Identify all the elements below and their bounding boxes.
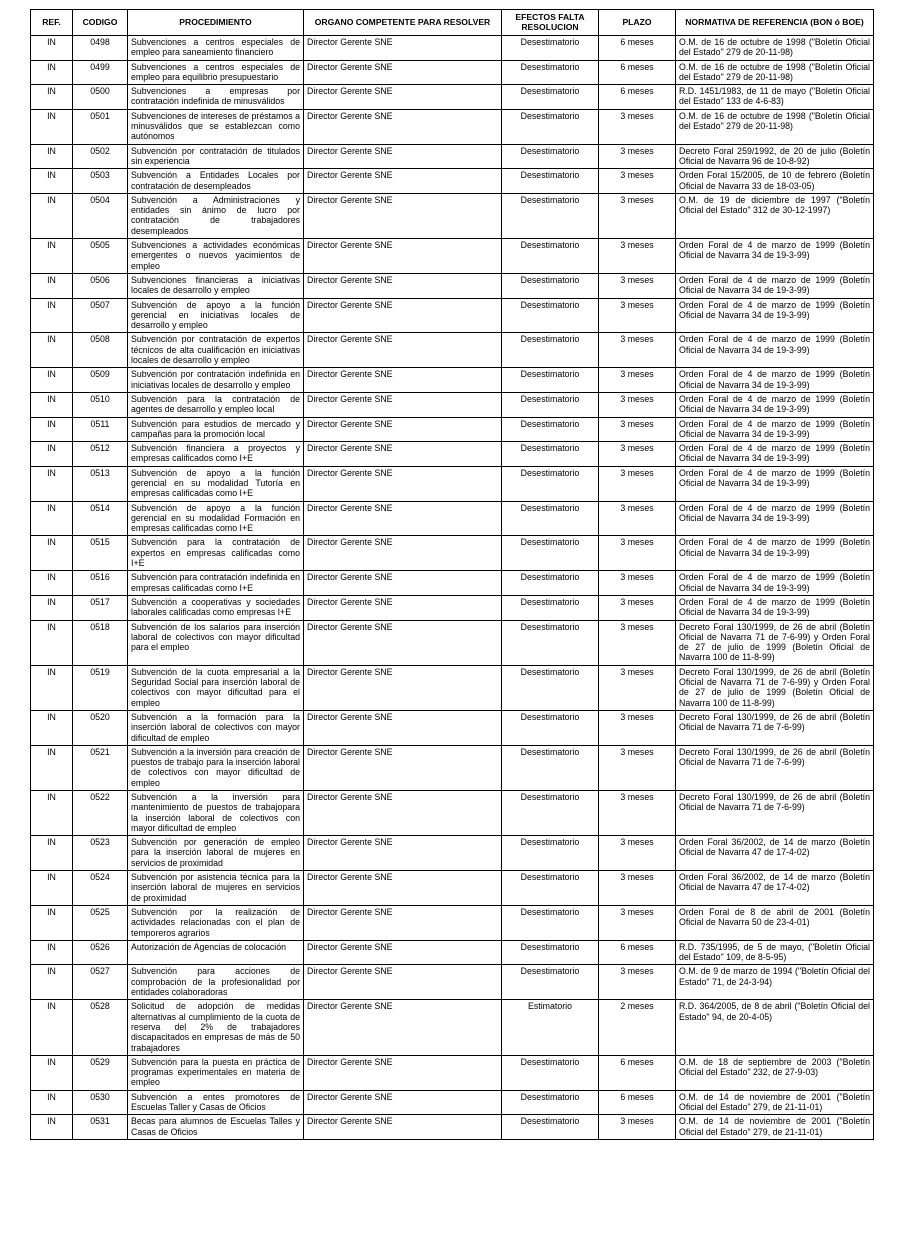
code-cell: 0529 xyxy=(73,1055,128,1090)
regulation-cell: Orden Foral de 4 de marzo de 1999 (Boletín Oficial de Navarra 34 de 19-3-99) xyxy=(676,368,874,393)
effects-cell: Desestimatorio xyxy=(502,239,599,274)
ref-cell: IN xyxy=(31,193,73,238)
effects-cell: Desestimatorio xyxy=(502,60,599,85)
term-cell: 3 meses xyxy=(599,144,676,169)
header-efectos: EFECTOS FALTA RESOLUCION xyxy=(502,10,599,36)
procedure-cell: Subvención para estudios de mercado y campañas para la promoción local xyxy=(128,417,304,442)
procedure-cell: Subvenciones a empresas por contratación indefinida de minusválidos xyxy=(128,85,304,110)
regulation-cell: Decreto Foral 130/1999, de 26 de abril (Boletín Oficial de Navarra 71 de 7-6-99) y Orden Foral de 27 de julio de 1999 (Boletín Oficial de Navarra 100 de 11-8-99) xyxy=(676,665,874,710)
term-cell: 6 meses xyxy=(599,60,676,85)
ref-cell: IN xyxy=(31,1055,73,1090)
regulation-cell: Orden Foral de 4 de marzo de 1999 (Boletín Oficial de Navarra 34 de 19-3-99) xyxy=(676,595,874,620)
ref-cell: IN xyxy=(31,333,73,368)
regulation-cell: Decreto Foral 130/1999, de 26 de abril (Boletín Oficial de Navarra 71 de 7-6-99) y Orden Foral de 27 de julio de 1999 (Boletín Oficial de Navarra 100 de 11-8-99) xyxy=(676,620,874,665)
code-cell: 0503 xyxy=(73,169,128,194)
code-cell: 0525 xyxy=(73,905,128,940)
ref-cell: IN xyxy=(31,144,73,169)
regulation-cell: Orden Foral 36/2002, de 14 de marzo (Boletín Oficial de Navarra 47 de 17-4-02) xyxy=(676,836,874,871)
code-cell: 0520 xyxy=(73,710,128,745)
term-cell: 3 meses xyxy=(599,109,676,144)
procedure-cell: Subvención de la cuota empresarial a la Seguridad Social para inserción laboral de colectivos con mayor dificultad para el empleo xyxy=(128,665,304,710)
code-cell: 0521 xyxy=(73,745,128,790)
table-row xyxy=(31,710,874,745)
code-cell: 0505 xyxy=(73,239,128,274)
organ-cell: Director Gerente SNE xyxy=(304,109,502,144)
ref-cell: IN xyxy=(31,85,73,110)
header-organo: ORGANO COMPETENTE PARA RESOLVER xyxy=(304,10,502,36)
procedures-table xyxy=(30,9,874,1140)
term-cell: 3 meses xyxy=(599,169,676,194)
ref-cell: IN xyxy=(31,417,73,442)
procedure-cell: Subvención a Entidades Locales por contratación de desempleados xyxy=(128,169,304,194)
ref-cell: IN xyxy=(31,273,73,298)
organ-cell: Director Gerente SNE xyxy=(304,392,502,417)
effects-cell: Desestimatorio xyxy=(502,298,599,333)
table-row xyxy=(31,501,874,536)
procedure-cell: Subvenciones financieras a iniciativas locales de desarrollo y empleo xyxy=(128,273,304,298)
regulation-cell: Orden Foral de 4 de marzo de 1999 (Boletín Oficial de Navarra 34 de 19-3-99) xyxy=(676,466,874,501)
effects-cell: Desestimatorio xyxy=(502,193,599,238)
term-cell: 3 meses xyxy=(599,193,676,238)
code-cell: 0530 xyxy=(73,1090,128,1115)
term-cell: 3 meses xyxy=(599,710,676,745)
organ-cell: Director Gerente SNE xyxy=(304,273,502,298)
effects-cell: Desestimatorio xyxy=(502,85,599,110)
table-row xyxy=(31,144,874,169)
effects-cell: Desestimatorio xyxy=(502,1090,599,1115)
term-cell: 3 meses xyxy=(599,392,676,417)
regulation-cell: Orden Foral de 4 de marzo de 1999 (Boletín Oficial de Navarra 34 de 19-3-99) xyxy=(676,536,874,571)
table-row xyxy=(31,298,874,333)
ref-cell: IN xyxy=(31,60,73,85)
organ-cell: Director Gerente SNE xyxy=(304,791,502,836)
code-cell: 0526 xyxy=(73,940,128,965)
organ-cell: Director Gerente SNE xyxy=(304,965,502,1000)
effects-cell: Desestimatorio xyxy=(502,1115,599,1140)
term-cell: 6 meses xyxy=(599,85,676,110)
code-cell: 0513 xyxy=(73,466,128,501)
term-cell: 6 meses xyxy=(599,36,676,61)
header-ref: REF. xyxy=(31,10,73,36)
regulation-cell: R.D. 364/2005, de 8 de abril ("Boletín Oficial del Estado" 94, de 20-4-05) xyxy=(676,1000,874,1055)
code-cell: 0531 xyxy=(73,1115,128,1140)
term-cell: 3 meses xyxy=(599,595,676,620)
ref-cell: IN xyxy=(31,571,73,596)
organ-cell: Director Gerente SNE xyxy=(304,417,502,442)
code-cell: 0515 xyxy=(73,536,128,571)
organ-cell: Director Gerente SNE xyxy=(304,665,502,710)
table-row xyxy=(31,905,874,940)
table-row xyxy=(31,273,874,298)
ref-cell: IN xyxy=(31,965,73,1000)
header-plazo: PLAZO xyxy=(599,10,676,36)
effects-cell: Desestimatorio xyxy=(502,745,599,790)
table-row xyxy=(31,442,874,467)
term-cell: 3 meses xyxy=(599,368,676,393)
ref-cell: IN xyxy=(31,442,73,467)
code-cell: 0501 xyxy=(73,109,128,144)
organ-cell: Director Gerente SNE xyxy=(304,1090,502,1115)
regulation-cell: O.M. de 9 de marzo de 1994 ("Boletín Oficial del Estado" 71, de 24-3-94) xyxy=(676,965,874,1000)
regulation-cell: Orden Foral de 4 de marzo de 1999 (Boletín Oficial de Navarra 34 de 19-3-99) xyxy=(676,298,874,333)
term-cell: 3 meses xyxy=(599,571,676,596)
table-row xyxy=(31,368,874,393)
code-cell: 0502 xyxy=(73,144,128,169)
organ-cell: Director Gerente SNE xyxy=(304,1055,502,1090)
procedure-cell: Subvenciones a actividades económicas emergentes o nuevos yacimientos de empleo xyxy=(128,239,304,274)
procedure-cell: Subvención para la contratación de agentes de desarrollo y empleo local xyxy=(128,392,304,417)
table-row xyxy=(31,1000,874,1055)
code-cell: 0523 xyxy=(73,836,128,871)
term-cell: 3 meses xyxy=(599,745,676,790)
effects-cell: Desestimatorio xyxy=(502,417,599,442)
effects-cell: Desestimatorio xyxy=(502,905,599,940)
code-cell: 0519 xyxy=(73,665,128,710)
ref-cell: IN xyxy=(31,595,73,620)
ref-cell: IN xyxy=(31,620,73,665)
regulation-cell: Decreto Foral 259/1992, de 20 de julio (Boletín Oficial de Navarra 96 de 10-8-92) xyxy=(676,144,874,169)
regulation-cell: Orden Foral de 8 de abril de 2001 (Boletín Oficial de Navarra 50 de 23-4-01) xyxy=(676,905,874,940)
regulation-cell: R.D. 1451/1983, de 11 de mayo ("Boletín Oficial del Estado" 133 de 4-6-83) xyxy=(676,85,874,110)
organ-cell: Director Gerente SNE xyxy=(304,1000,502,1055)
effects-cell: Desestimatorio xyxy=(502,169,599,194)
regulation-cell: O.M. de 18 de septiembre de 2003 ("Boletín Oficial del Estado" 232, de 27-9-03) xyxy=(676,1055,874,1090)
effects-cell: Desestimatorio xyxy=(502,710,599,745)
code-cell: 0504 xyxy=(73,193,128,238)
procedure-cell: Subvención a la formación para la inserción laboral de colectivos con mayor dificultad de empleo xyxy=(128,710,304,745)
header-normativa: NORMATIVA DE REFERENCIA (BON ó BOE) xyxy=(676,10,874,36)
procedure-cell: Subvenciones de intereses de préstamos a minusválidos que se establezcan como autónomos xyxy=(128,109,304,144)
procedure-cell: Subvención de apoyo a la función gerencial en su modalidad Formación en empresas calificadas como I+E xyxy=(128,501,304,536)
regulation-cell: Orden Foral 36/2002, de 14 de marzo (Boletín Oficial de Navarra 47 de 17-4-02) xyxy=(676,871,874,906)
procedure-cell: Subvención a la inversión para mantenimiento de puestos de trabajopara la inserción laboral de colectivos con mayor dificultad de empleo xyxy=(128,791,304,836)
ref-cell: IN xyxy=(31,1000,73,1055)
effects-cell: Desestimatorio xyxy=(502,940,599,965)
code-cell: 0518 xyxy=(73,620,128,665)
effects-cell: Desestimatorio xyxy=(502,791,599,836)
ref-cell: IN xyxy=(31,109,73,144)
table-row xyxy=(31,60,874,85)
header-row xyxy=(31,10,874,36)
procedure-cell: Subvención a cooperativas y sociedades laborales calificadas como empresas I+E xyxy=(128,595,304,620)
procedure-cell: Subvención por contratación de titulados sin experiencia xyxy=(128,144,304,169)
header-procedimiento: PROCEDIMIENTO xyxy=(128,10,304,36)
effects-cell: Desestimatorio xyxy=(502,571,599,596)
term-cell: 3 meses xyxy=(599,965,676,1000)
ref-cell: IN xyxy=(31,1115,73,1140)
regulation-cell: Orden Foral de 4 de marzo de 1999 (Boletín Oficial de Navarra 34 de 19-3-99) xyxy=(676,571,874,596)
table-row xyxy=(31,745,874,790)
effects-cell: Desestimatorio xyxy=(502,442,599,467)
regulation-cell: Orden Foral de 4 de marzo de 1999 (Boletín Oficial de Navarra 34 de 19-3-99) xyxy=(676,501,874,536)
organ-cell: Director Gerente SNE xyxy=(304,169,502,194)
organ-cell: Director Gerente SNE xyxy=(304,501,502,536)
organ-cell: Director Gerente SNE xyxy=(304,571,502,596)
ref-cell: IN xyxy=(31,871,73,906)
organ-cell: Director Gerente SNE xyxy=(304,36,502,61)
code-cell: 0522 xyxy=(73,791,128,836)
effects-cell: Desestimatorio xyxy=(502,109,599,144)
term-cell: 3 meses xyxy=(599,620,676,665)
term-cell: 3 meses xyxy=(599,442,676,467)
effects-cell: Desestimatorio xyxy=(502,501,599,536)
table-row xyxy=(31,85,874,110)
table-row xyxy=(31,571,874,596)
code-cell: 0516 xyxy=(73,571,128,596)
effects-cell: Desestimatorio xyxy=(502,392,599,417)
code-cell: 0511 xyxy=(73,417,128,442)
code-cell: 0500 xyxy=(73,85,128,110)
effects-cell: Desestimatorio xyxy=(502,36,599,61)
procedure-cell: Subvención para acciones de comprobación de la profesionalidad por entidades colaboradoras xyxy=(128,965,304,1000)
term-cell: 3 meses xyxy=(599,905,676,940)
ref-cell: IN xyxy=(31,239,73,274)
procedure-cell: Subvención por contratación de expertos técnicos de alta cualificación en iniciativas locales de desarrollo y empleo xyxy=(128,333,304,368)
code-cell: 0517 xyxy=(73,595,128,620)
effects-cell: Desestimatorio xyxy=(502,836,599,871)
organ-cell: Director Gerente SNE xyxy=(304,239,502,274)
code-cell: 0527 xyxy=(73,965,128,1000)
regulation-cell: O.M. de 16 de octubre de 1998 ("Boletín Oficial del Estado" 279 de 20-11-98) xyxy=(676,109,874,144)
table-row xyxy=(31,193,874,238)
effects-cell: Desestimatorio xyxy=(502,368,599,393)
table-row xyxy=(31,417,874,442)
code-cell: 0512 xyxy=(73,442,128,467)
term-cell: 3 meses xyxy=(599,871,676,906)
ref-cell: IN xyxy=(31,905,73,940)
table-row xyxy=(31,620,874,665)
ref-cell: IN xyxy=(31,368,73,393)
procedure-cell: Subvención a Administraciones y entidades sin ánimo de lucro por contratación de trabajadores desempleados xyxy=(128,193,304,238)
organ-cell: Director Gerente SNE xyxy=(304,745,502,790)
procedure-cell: Subvención a entes promotores de Escuelas Taller y Casas de Oficios xyxy=(128,1090,304,1115)
regulation-cell: O.M. de 16 de octubre de 1998 ("Boletín Oficial del Estado" 279 de 20-11-98) xyxy=(676,36,874,61)
table-row xyxy=(31,940,874,965)
regulation-cell: Orden Foral de 4 de marzo de 1999 (Boletín Oficial de Navarra 34 de 19-3-99) xyxy=(676,239,874,274)
term-cell: 3 meses xyxy=(599,536,676,571)
ref-cell: IN xyxy=(31,501,73,536)
term-cell: 3 meses xyxy=(599,298,676,333)
table-row xyxy=(31,36,874,61)
table-row xyxy=(31,1090,874,1115)
ref-cell: IN xyxy=(31,940,73,965)
procedure-cell: Subvenciones a centros especiales de empleo para saneamiento financiero xyxy=(128,36,304,61)
ref-cell: IN xyxy=(31,710,73,745)
regulation-cell: Orden Foral de 4 de marzo de 1999 (Boletín Oficial de Navarra 34 de 19-3-99) xyxy=(676,333,874,368)
term-cell: 6 meses xyxy=(599,1090,676,1115)
ref-cell: IN xyxy=(31,298,73,333)
effects-cell: Desestimatorio xyxy=(502,273,599,298)
term-cell: 6 meses xyxy=(599,940,676,965)
procedure-cell: Becas para alumnos de Escuelas Talles y Casas de Oficios xyxy=(128,1115,304,1140)
term-cell: 3 meses xyxy=(599,791,676,836)
table-header xyxy=(31,10,874,36)
organ-cell: Director Gerente SNE xyxy=(304,595,502,620)
procedure-cell: Subvención por generación de empleo para la inserción laboral de mujeres en servicios de proximidad xyxy=(128,836,304,871)
code-cell: 0528 xyxy=(73,1000,128,1055)
organ-cell: Director Gerente SNE xyxy=(304,144,502,169)
table-row xyxy=(31,791,874,836)
organ-cell: Director Gerente SNE xyxy=(304,466,502,501)
ref-cell: IN xyxy=(31,169,73,194)
organ-cell: Director Gerente SNE xyxy=(304,298,502,333)
table-body xyxy=(31,36,874,1140)
table-row xyxy=(31,595,874,620)
ref-cell: IN xyxy=(31,392,73,417)
code-cell: 0508 xyxy=(73,333,128,368)
regulation-cell: Orden Foral de 4 de marzo de 1999 (Boletín Oficial de Navarra 34 de 19-3-99) xyxy=(676,392,874,417)
table-row xyxy=(31,392,874,417)
effects-cell: Desestimatorio xyxy=(502,144,599,169)
procedure-cell: Subvención para contratación indefinida en empresas calificadas como I+E xyxy=(128,571,304,596)
effects-cell: Desestimatorio xyxy=(502,665,599,710)
procedure-cell: Subvención de apoyo a la función gerencial en iniciativas locales de desarrollo y empleo xyxy=(128,298,304,333)
regulation-cell: Orden Foral de 4 de marzo de 1999 (Boletín Oficial de Navarra 34 de 19-3-99) xyxy=(676,442,874,467)
term-cell: 3 meses xyxy=(599,273,676,298)
procedure-cell: Subvención para la contratación de expertos en empresas calificadas como I+E xyxy=(128,536,304,571)
table-row xyxy=(31,1055,874,1090)
organ-cell: Director Gerente SNE xyxy=(304,905,502,940)
procedure-cell: Subvención de apoyo a la función gerencial en su modalidad Tutoría en empresas calificadas como I+E xyxy=(128,466,304,501)
procedure-cell: Subvención por la realización de actividades relacionadas con el plan de temporeros agrarios xyxy=(128,905,304,940)
table-row xyxy=(31,665,874,710)
organ-cell: Director Gerente SNE xyxy=(304,710,502,745)
organ-cell: Director Gerente SNE xyxy=(304,940,502,965)
procedure-cell: Subvención para la puesta en práctica de programas experimentales en materia de empleo xyxy=(128,1055,304,1090)
procedure-cell: Subvención de los salarios para inserción laboral de colectivos con mayor dificultad para el empleo xyxy=(128,620,304,665)
term-cell: 3 meses xyxy=(599,665,676,710)
organ-cell: Director Gerente SNE xyxy=(304,1115,502,1140)
effects-cell: Desestimatorio xyxy=(502,1055,599,1090)
term-cell: 3 meses xyxy=(599,836,676,871)
effects-cell: Desestimatorio xyxy=(502,620,599,665)
regulation-cell: Orden Foral de 4 de marzo de 1999 (Boletín Oficial de Navarra 34 de 19-3-99) xyxy=(676,417,874,442)
regulation-cell: O.M. de 19 de diciembre de 1997 ("Boletín Oficial del Estado" 312 de 30-12-1997) xyxy=(676,193,874,238)
effects-cell: Desestimatorio xyxy=(502,466,599,501)
ref-cell: IN xyxy=(31,836,73,871)
regulation-cell: Decreto Foral 130/1999, de 26 de abril (Boletín Oficial de Navarra 71 de 7-6-99) xyxy=(676,791,874,836)
ref-cell: IN xyxy=(31,665,73,710)
table-row xyxy=(31,239,874,274)
term-cell: 3 meses xyxy=(599,239,676,274)
table-row xyxy=(31,466,874,501)
code-cell: 0509 xyxy=(73,368,128,393)
term-cell: 2 meses xyxy=(599,1000,676,1055)
table-row xyxy=(31,333,874,368)
regulation-cell: Decreto Foral 130/1999, de 26 de abril (Boletín Oficial de Navarra 71 de 7-6-99) xyxy=(676,710,874,745)
ref-cell: IN xyxy=(31,791,73,836)
term-cell: 3 meses xyxy=(599,333,676,368)
header-codigo: CODIGO xyxy=(73,10,128,36)
procedure-cell: Subvención financiera a proyectos y empresas calificados como I+E xyxy=(128,442,304,467)
table-row xyxy=(31,871,874,906)
organ-cell: Director Gerente SNE xyxy=(304,871,502,906)
term-cell: 6 meses xyxy=(599,1055,676,1090)
code-cell: 0506 xyxy=(73,273,128,298)
ref-cell: IN xyxy=(31,536,73,571)
effects-cell: Desestimatorio xyxy=(502,333,599,368)
regulation-cell: Orden Foral de 4 de marzo de 1999 (Boletín Oficial de Navarra 34 de 19-3-99) xyxy=(676,273,874,298)
ref-cell: IN xyxy=(31,745,73,790)
organ-cell: Director Gerente SNE xyxy=(304,60,502,85)
organ-cell: Director Gerente SNE xyxy=(304,193,502,238)
effects-cell: Desestimatorio xyxy=(502,595,599,620)
procedure-cell: Subvención a la inversión para creación de puestos de trabajo para la inserción laboral de colectivos con mayor dificultad de empleo xyxy=(128,745,304,790)
code-cell: 0514 xyxy=(73,501,128,536)
effects-cell: Estimatorio xyxy=(502,1000,599,1055)
procedure-cell: Subvención por contratación indefinida en iniciativas locales de desarrollo y empleo xyxy=(128,368,304,393)
procedure-cell: Subvención por asistencia técnica para la inserción laboral de mujeres en servicios de proximidad xyxy=(128,871,304,906)
organ-cell: Director Gerente SNE xyxy=(304,536,502,571)
effects-cell: Desestimatorio xyxy=(502,965,599,1000)
code-cell: 0510 xyxy=(73,392,128,417)
regulation-cell: R.D. 735/1995, de 5 de mayo, ("Boletín Oficial del Estado" 109, de 8-5-95) xyxy=(676,940,874,965)
code-cell: 0498 xyxy=(73,36,128,61)
effects-cell: Desestimatorio xyxy=(502,871,599,906)
table-row xyxy=(31,109,874,144)
term-cell: 3 meses xyxy=(599,417,676,442)
code-cell: 0507 xyxy=(73,298,128,333)
regulation-cell: O.M. de 14 de noviembre de 2001 ("Boletín Oficial del Estado" 279, de 21-11-01) xyxy=(676,1115,874,1140)
organ-cell: Director Gerente SNE xyxy=(304,333,502,368)
organ-cell: Director Gerente SNE xyxy=(304,620,502,665)
term-cell: 3 meses xyxy=(599,466,676,501)
code-cell: 0499 xyxy=(73,60,128,85)
regulation-cell: O.M. de 14 de noviembre de 2001 ("Boletín Oficial del Estado" 279, de 21-11-01) xyxy=(676,1090,874,1115)
term-cell: 3 meses xyxy=(599,1115,676,1140)
organ-cell: Director Gerente SNE xyxy=(304,836,502,871)
procedure-cell: Subvenciones a centros especiales de empleo para equilibrio presupuestario xyxy=(128,60,304,85)
table-row xyxy=(31,965,874,1000)
regulation-cell: O.M. de 16 de octubre de 1998 ("Boletín Oficial del Estado" 279 de 20-11-98) xyxy=(676,60,874,85)
procedure-cell: Autorización de Agencias de colocación xyxy=(128,940,304,965)
table-row xyxy=(31,1115,874,1140)
effects-cell: Desestimatorio xyxy=(502,536,599,571)
table-row xyxy=(31,536,874,571)
procedure-cell: Solicitud de adopción de medidas alternativas al cumplimiento de la cuota de reserva del 2% de trabajadores discapacitados en empresas de más de 50 trabajadores xyxy=(128,1000,304,1055)
code-cell: 0524 xyxy=(73,871,128,906)
ref-cell: IN xyxy=(31,466,73,501)
table-row xyxy=(31,836,874,871)
term-cell: 3 meses xyxy=(599,501,676,536)
organ-cell: Director Gerente SNE xyxy=(304,442,502,467)
organ-cell: Director Gerente SNE xyxy=(304,368,502,393)
regulation-cell: Orden Foral 15/2005, de 10 de febrero (Boletín Oficial de Navarra 33 de 18-03-05) xyxy=(676,169,874,194)
ref-cell: IN xyxy=(31,36,73,61)
table-row xyxy=(31,169,874,194)
organ-cell: Director Gerente SNE xyxy=(304,85,502,110)
ref-cell: IN xyxy=(31,1090,73,1115)
regulation-cell: Decreto Foral 130/1999, de 26 de abril (Boletín Oficial de Navarra 71 de 7-6-99) xyxy=(676,745,874,790)
